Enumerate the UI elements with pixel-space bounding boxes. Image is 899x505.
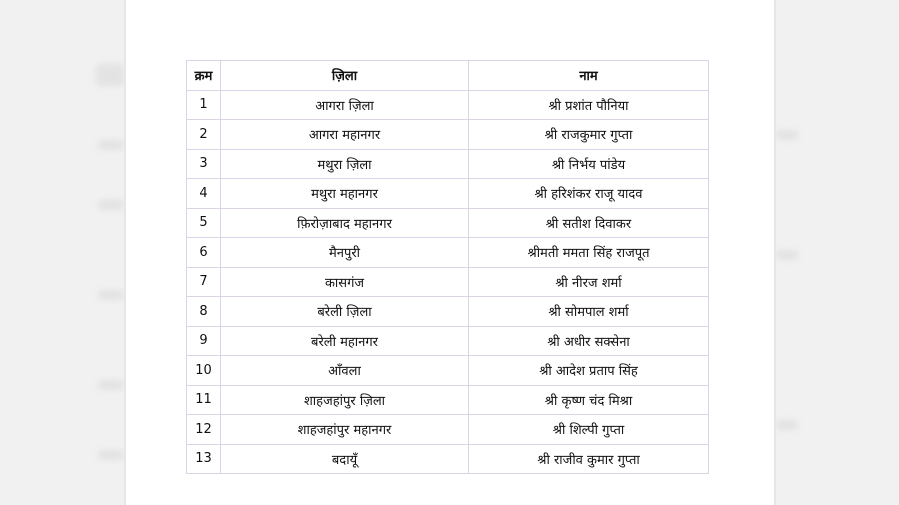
cell-name: श्री सोमपाल शर्मा: [469, 297, 709, 327]
blurred-background-left: [0, 0, 124, 505]
blurred-background-right: [776, 0, 899, 505]
cell-serial: 13: [187, 444, 221, 474]
cell-serial: 2: [187, 120, 221, 150]
cell-name: श्री राजीव कुमार गुप्ता: [469, 444, 709, 474]
cell-district: कासगंज: [221, 267, 469, 297]
header-district: ज़िला: [221, 61, 469, 91]
cell-serial: 9: [187, 326, 221, 356]
cell-name: श्री अधीर सक्सेना: [469, 326, 709, 356]
table-row: [187, 326, 709, 356]
blurred-shape: [98, 290, 124, 300]
blurred-shape: [776, 130, 798, 140]
cell-serial: 11: [187, 385, 221, 415]
cell-name: श्री प्रशांत पौनिया: [469, 90, 709, 120]
cell-district: बरेली महानगर: [221, 326, 469, 356]
cell-serial: 1: [187, 90, 221, 120]
cell-district: आगरा ज़िला: [221, 90, 469, 120]
blurred-shape: [776, 420, 798, 430]
table-row: [187, 179, 709, 209]
cell-serial: 12: [187, 415, 221, 445]
header-name: नाम: [469, 61, 709, 91]
table-row: [187, 208, 709, 238]
cell-serial: 7: [187, 267, 221, 297]
cell-serial: 4: [187, 179, 221, 209]
table-row: [187, 90, 709, 120]
cell-serial: 10: [187, 356, 221, 386]
table-row: [187, 238, 709, 268]
table-row: [187, 385, 709, 415]
cell-serial: 8: [187, 297, 221, 327]
table-row: [187, 415, 709, 445]
cell-name: श्री शिल्पी गुप्ता: [469, 415, 709, 445]
cell-district: बदायूँ: [221, 444, 469, 474]
table-row: [187, 444, 709, 474]
cell-serial: 6: [187, 238, 221, 268]
table-row: [187, 297, 709, 327]
cell-name: श्री आदेश प्रताप सिंह: [469, 356, 709, 386]
cell-district: मैनपुरी: [221, 238, 469, 268]
header-serial: क्रम: [187, 61, 221, 91]
cell-name: श्रीमती ममता सिंह राजपूत: [469, 238, 709, 268]
table-header-row: [187, 61, 709, 91]
table-row: [187, 267, 709, 297]
cell-serial: 5: [187, 208, 221, 238]
blurred-shape: [98, 140, 124, 150]
district-table: [186, 60, 709, 474]
cell-district: मथुरा महानगर: [221, 179, 469, 209]
cell-district: आँवला: [221, 356, 469, 386]
cell-name: श्री राजकुमार गुप्ता: [469, 120, 709, 150]
cell-serial: 3: [187, 149, 221, 179]
cell-name: श्री कृष्ण चंद मिश्रा: [469, 385, 709, 415]
blurred-shape: [98, 200, 124, 210]
table-row: [187, 120, 709, 150]
blurred-shape: [98, 380, 124, 390]
cell-district: बरेली ज़िला: [221, 297, 469, 327]
cell-district: शाहजहांपुर महानगर: [221, 415, 469, 445]
table-row: [187, 149, 709, 179]
cell-name: श्री सतीश दिवाकर: [469, 208, 709, 238]
blurred-shape: [96, 64, 124, 86]
cell-name: श्री हरिशंकर राजू यादव: [469, 179, 709, 209]
blurred-shape: [98, 450, 124, 460]
cell-name: श्री नीरज शर्मा: [469, 267, 709, 297]
cell-name: श्री निर्भय पांडेय: [469, 149, 709, 179]
table-row: [187, 356, 709, 386]
cell-district: शाहजहांपुर ज़िला: [221, 385, 469, 415]
cell-district: फ़िरोज़ाबाद महानगर: [221, 208, 469, 238]
cell-district: मथुरा ज़िला: [221, 149, 469, 179]
cell-district: आगरा महानगर: [221, 120, 469, 150]
blurred-shape: [776, 250, 798, 260]
